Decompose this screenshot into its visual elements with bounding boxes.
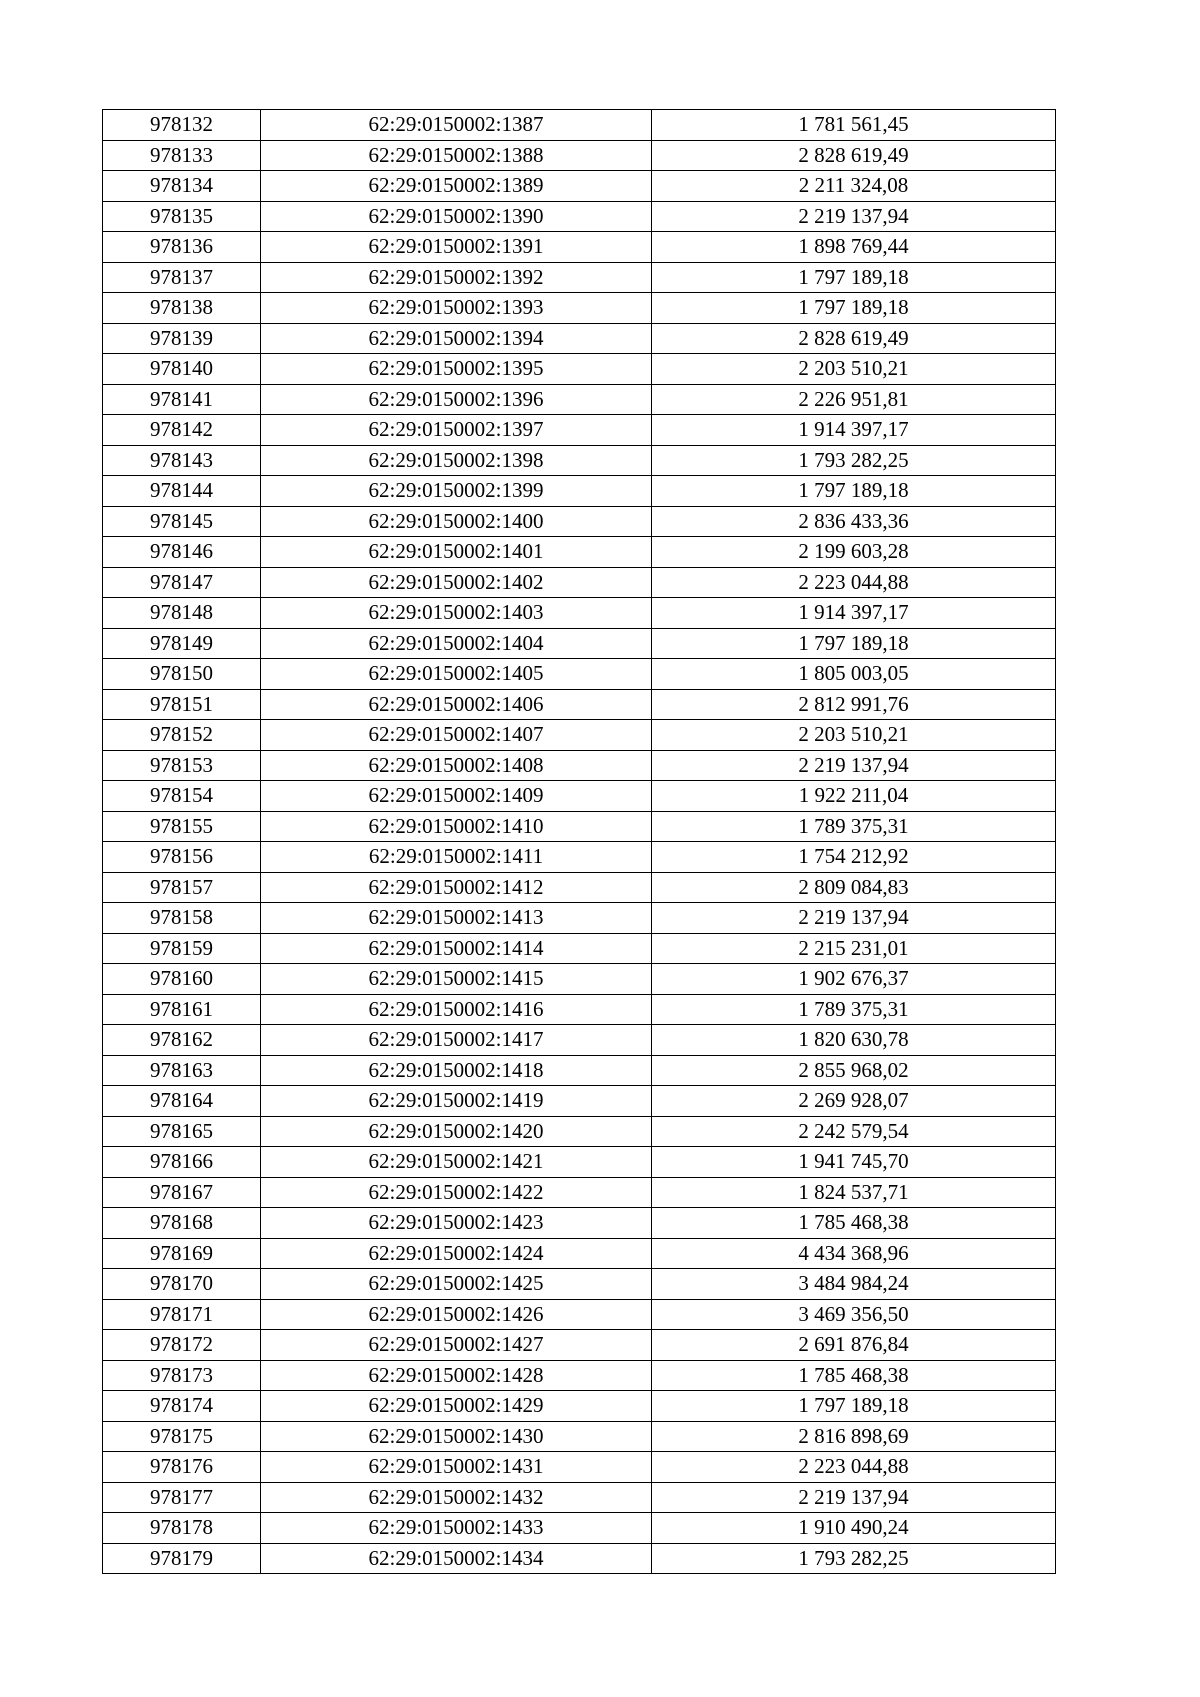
row-number-cell: 978144 [103, 476, 261, 507]
row-number-cell: 978170 [103, 1269, 261, 1300]
value-cell: 1 789 375,31 [652, 994, 1056, 1025]
row-number-cell: 978149 [103, 628, 261, 659]
row-number-cell: 978141 [103, 384, 261, 415]
value-cell: 2 215 231,01 [652, 933, 1056, 964]
cadastral-number-cell: 62:29:0150002:1412 [261, 872, 652, 903]
table-row [103, 1543, 1056, 1574]
table-row [103, 750, 1056, 781]
cadastral-number-cell: 62:29:0150002:1430 [261, 1421, 652, 1452]
row-number-cell: 978155 [103, 811, 261, 842]
value-cell: 3 484 984,24 [652, 1269, 1056, 1300]
table-row [103, 537, 1056, 568]
value-cell: 1 793 282,25 [652, 445, 1056, 476]
cadastral-number-cell: 62:29:0150002:1414 [261, 933, 652, 964]
table-row [103, 842, 1056, 873]
cadastral-number-cell: 62:29:0150002:1418 [261, 1055, 652, 1086]
cadastral-number-cell: 62:29:0150002:1395 [261, 354, 652, 385]
value-cell: 2 199 603,28 [652, 537, 1056, 568]
row-number-cell: 978160 [103, 964, 261, 995]
row-number-cell: 978137 [103, 262, 261, 293]
row-number-cell: 978168 [103, 1208, 261, 1239]
value-cell: 1 820 630,78 [652, 1025, 1056, 1056]
value-cell: 2 203 510,21 [652, 720, 1056, 751]
table-row [103, 476, 1056, 507]
table-row [103, 1086, 1056, 1117]
cadastral-number-cell: 62:29:0150002:1421 [261, 1147, 652, 1178]
value-cell: 2 809 084,83 [652, 872, 1056, 903]
value-cell: 1 797 189,18 [652, 293, 1056, 324]
row-number-cell: 978175 [103, 1421, 261, 1452]
value-cell: 1 797 189,18 [652, 476, 1056, 507]
value-cell: 2 219 137,94 [652, 1482, 1056, 1513]
value-cell: 2 226 951,81 [652, 384, 1056, 415]
cadastral-number-cell: 62:29:0150002:1426 [261, 1299, 652, 1330]
table-row [103, 140, 1056, 171]
value-cell: 1 824 537,71 [652, 1177, 1056, 1208]
value-cell: 2 855 968,02 [652, 1055, 1056, 1086]
row-number-cell: 978153 [103, 750, 261, 781]
row-number-cell: 978166 [103, 1147, 261, 1178]
cadastral-number-cell: 62:29:0150002:1417 [261, 1025, 652, 1056]
row-number-cell: 978147 [103, 567, 261, 598]
cadastral-number-cell: 62:29:0150002:1407 [261, 720, 652, 751]
row-number-cell: 978139 [103, 323, 261, 354]
table-row [103, 1330, 1056, 1361]
row-number-cell: 978165 [103, 1116, 261, 1147]
table-row [103, 1055, 1056, 1086]
table-row [103, 1147, 1056, 1178]
value-cell: 1 941 745,70 [652, 1147, 1056, 1178]
value-cell: 1 754 212,92 [652, 842, 1056, 873]
cadastral-number-cell: 62:29:0150002:1387 [261, 110, 652, 141]
cadastral-number-cell: 62:29:0150002:1402 [261, 567, 652, 598]
table-row [103, 293, 1056, 324]
table-row [103, 1482, 1056, 1513]
row-number-cell: 978133 [103, 140, 261, 171]
table-row [103, 1116, 1056, 1147]
value-cell: 2 219 137,94 [652, 750, 1056, 781]
row-number-cell: 978134 [103, 171, 261, 202]
value-cell: 1 781 561,45 [652, 110, 1056, 141]
table-body [103, 110, 1056, 1574]
cadastral-number-cell: 62:29:0150002:1424 [261, 1238, 652, 1269]
table-row [103, 354, 1056, 385]
value-cell: 1 797 189,18 [652, 262, 1056, 293]
cadastral-number-cell: 62:29:0150002:1420 [261, 1116, 652, 1147]
cadastral-number-cell: 62:29:0150002:1404 [261, 628, 652, 659]
cadastral-number-cell: 62:29:0150002:1390 [261, 201, 652, 232]
value-cell: 2 219 137,94 [652, 903, 1056, 934]
row-number-cell: 978176 [103, 1452, 261, 1483]
table-row [103, 445, 1056, 476]
cadastral-number-cell: 62:29:0150002:1432 [261, 1482, 652, 1513]
row-number-cell: 978173 [103, 1360, 261, 1391]
value-cell: 1 785 468,38 [652, 1360, 1056, 1391]
cadastral-number-cell: 62:29:0150002:1403 [261, 598, 652, 629]
table-row [103, 384, 1056, 415]
table-row [103, 1269, 1056, 1300]
row-number-cell: 978148 [103, 598, 261, 629]
table-row [103, 201, 1056, 232]
cadastral-number-cell: 62:29:0150002:1405 [261, 659, 652, 690]
value-cell: 1 789 375,31 [652, 811, 1056, 842]
table-row [103, 689, 1056, 720]
cadastral-number-cell: 62:29:0150002:1416 [261, 994, 652, 1025]
cadastral-number-cell: 62:29:0150002:1398 [261, 445, 652, 476]
value-cell: 3 469 356,50 [652, 1299, 1056, 1330]
cadastral-number-cell: 62:29:0150002:1425 [261, 1269, 652, 1300]
table-row [103, 628, 1056, 659]
cadastral-number-cell: 62:29:0150002:1396 [261, 384, 652, 415]
row-number-cell: 978156 [103, 842, 261, 873]
table-row [103, 415, 1056, 446]
table-row [103, 994, 1056, 1025]
cadastral-number-cell: 62:29:0150002:1408 [261, 750, 652, 781]
row-number-cell: 978143 [103, 445, 261, 476]
row-number-cell: 978140 [103, 354, 261, 385]
table-row [103, 567, 1056, 598]
cadastral-number-cell: 62:29:0150002:1393 [261, 293, 652, 324]
value-cell: 1 898 769,44 [652, 232, 1056, 263]
row-number-cell: 978158 [103, 903, 261, 934]
value-cell: 2 223 044,88 [652, 567, 1056, 598]
row-number-cell: 978172 [103, 1330, 261, 1361]
value-cell: 1 785 468,38 [652, 1208, 1056, 1239]
value-cell: 1 805 003,05 [652, 659, 1056, 690]
row-number-cell: 978138 [103, 293, 261, 324]
value-cell: 1 797 189,18 [652, 1391, 1056, 1422]
table-row [103, 1208, 1056, 1239]
row-number-cell: 978171 [103, 1299, 261, 1330]
table-row [103, 1299, 1056, 1330]
table-row [103, 903, 1056, 934]
row-number-cell: 978164 [103, 1086, 261, 1117]
row-number-cell: 978167 [103, 1177, 261, 1208]
row-number-cell: 978157 [103, 872, 261, 903]
table-row [103, 323, 1056, 354]
table-row [103, 1025, 1056, 1056]
cadastral-number-cell: 62:29:0150002:1397 [261, 415, 652, 446]
value-cell: 2 828 619,49 [652, 323, 1056, 354]
cadastral-number-cell: 62:29:0150002:1409 [261, 781, 652, 812]
table-row [103, 872, 1056, 903]
value-cell: 2 203 510,21 [652, 354, 1056, 385]
cadastral-number-cell: 62:29:0150002:1391 [261, 232, 652, 263]
value-cell: 1 910 490,24 [652, 1513, 1056, 1544]
cadastral-number-cell: 62:29:0150002:1401 [261, 537, 652, 568]
row-number-cell: 978169 [103, 1238, 261, 1269]
row-number-cell: 978132 [103, 110, 261, 141]
cadastral-number-cell: 62:29:0150002:1388 [261, 140, 652, 171]
row-number-cell: 978152 [103, 720, 261, 751]
table-row [103, 1513, 1056, 1544]
table-row [103, 659, 1056, 690]
cadastral-number-cell: 62:29:0150002:1431 [261, 1452, 652, 1483]
cadastral-number-cell: 62:29:0150002:1400 [261, 506, 652, 537]
cadastral-number-cell: 62:29:0150002:1433 [261, 1513, 652, 1544]
row-number-cell: 978151 [103, 689, 261, 720]
cadastral-number-cell: 62:29:0150002:1415 [261, 964, 652, 995]
row-number-cell: 978142 [103, 415, 261, 446]
table-row [103, 171, 1056, 202]
value-cell: 2 691 876,84 [652, 1330, 1056, 1361]
table-row [103, 1452, 1056, 1483]
row-number-cell: 978178 [103, 1513, 261, 1544]
table-row [103, 110, 1056, 141]
value-cell: 1 914 397,17 [652, 415, 1056, 446]
cadastral-number-cell: 62:29:0150002:1429 [261, 1391, 652, 1422]
value-cell: 2 836 433,36 [652, 506, 1056, 537]
table-row [103, 1421, 1056, 1452]
data-table [102, 109, 1056, 1574]
row-number-cell: 978146 [103, 537, 261, 568]
table-row [103, 964, 1056, 995]
table-row [103, 1360, 1056, 1391]
cadastral-number-cell: 62:29:0150002:1389 [261, 171, 652, 202]
row-number-cell: 978177 [103, 1482, 261, 1513]
row-number-cell: 978154 [103, 781, 261, 812]
table-row [103, 232, 1056, 263]
value-cell: 2 211 324,08 [652, 171, 1056, 202]
value-cell: 4 434 368,96 [652, 1238, 1056, 1269]
value-cell: 2 828 619,49 [652, 140, 1056, 171]
row-number-cell: 978161 [103, 994, 261, 1025]
value-cell: 1 797 189,18 [652, 628, 1056, 659]
row-number-cell: 978162 [103, 1025, 261, 1056]
row-number-cell: 978145 [103, 506, 261, 537]
cadastral-number-cell: 62:29:0150002:1423 [261, 1208, 652, 1239]
cadastral-number-cell: 62:29:0150002:1434 [261, 1543, 652, 1574]
table-row [103, 598, 1056, 629]
value-cell: 1 793 282,25 [652, 1543, 1056, 1574]
row-number-cell: 978150 [103, 659, 261, 690]
value-cell: 1 914 397,17 [652, 598, 1056, 629]
cadastral-number-cell: 62:29:0150002:1427 [261, 1330, 652, 1361]
cadastral-number-cell: 62:29:0150002:1413 [261, 903, 652, 934]
table-row [103, 262, 1056, 293]
cadastral-number-cell: 62:29:0150002:1428 [261, 1360, 652, 1391]
table-row [103, 1238, 1056, 1269]
row-number-cell: 978163 [103, 1055, 261, 1086]
row-number-cell: 978159 [103, 933, 261, 964]
table-row [103, 781, 1056, 812]
cadastral-number-cell: 62:29:0150002:1410 [261, 811, 652, 842]
table-row [103, 811, 1056, 842]
row-number-cell: 978135 [103, 201, 261, 232]
row-number-cell: 978179 [103, 1543, 261, 1574]
cadastral-number-cell: 62:29:0150002:1422 [261, 1177, 652, 1208]
row-number-cell: 978174 [103, 1391, 261, 1422]
cadastral-number-cell: 62:29:0150002:1419 [261, 1086, 652, 1117]
value-cell: 2 269 928,07 [652, 1086, 1056, 1117]
table-row [103, 933, 1056, 964]
value-cell: 2 242 579,54 [652, 1116, 1056, 1147]
cadastral-number-cell: 62:29:0150002:1406 [261, 689, 652, 720]
value-cell: 1 902 676,37 [652, 964, 1056, 995]
table-row [103, 1177, 1056, 1208]
value-cell: 1 922 211,04 [652, 781, 1056, 812]
value-cell: 2 219 137,94 [652, 201, 1056, 232]
value-cell: 2 816 898,69 [652, 1421, 1056, 1452]
table-row [103, 720, 1056, 751]
value-cell: 2 812 991,76 [652, 689, 1056, 720]
row-number-cell: 978136 [103, 232, 261, 263]
value-cell: 2 223 044,88 [652, 1452, 1056, 1483]
cadastral-number-cell: 62:29:0150002:1394 [261, 323, 652, 354]
cadastral-number-cell: 62:29:0150002:1399 [261, 476, 652, 507]
table-row [103, 1391, 1056, 1422]
cadastral-number-cell: 62:29:0150002:1411 [261, 842, 652, 873]
cadastral-number-cell: 62:29:0150002:1392 [261, 262, 652, 293]
table-row [103, 506, 1056, 537]
